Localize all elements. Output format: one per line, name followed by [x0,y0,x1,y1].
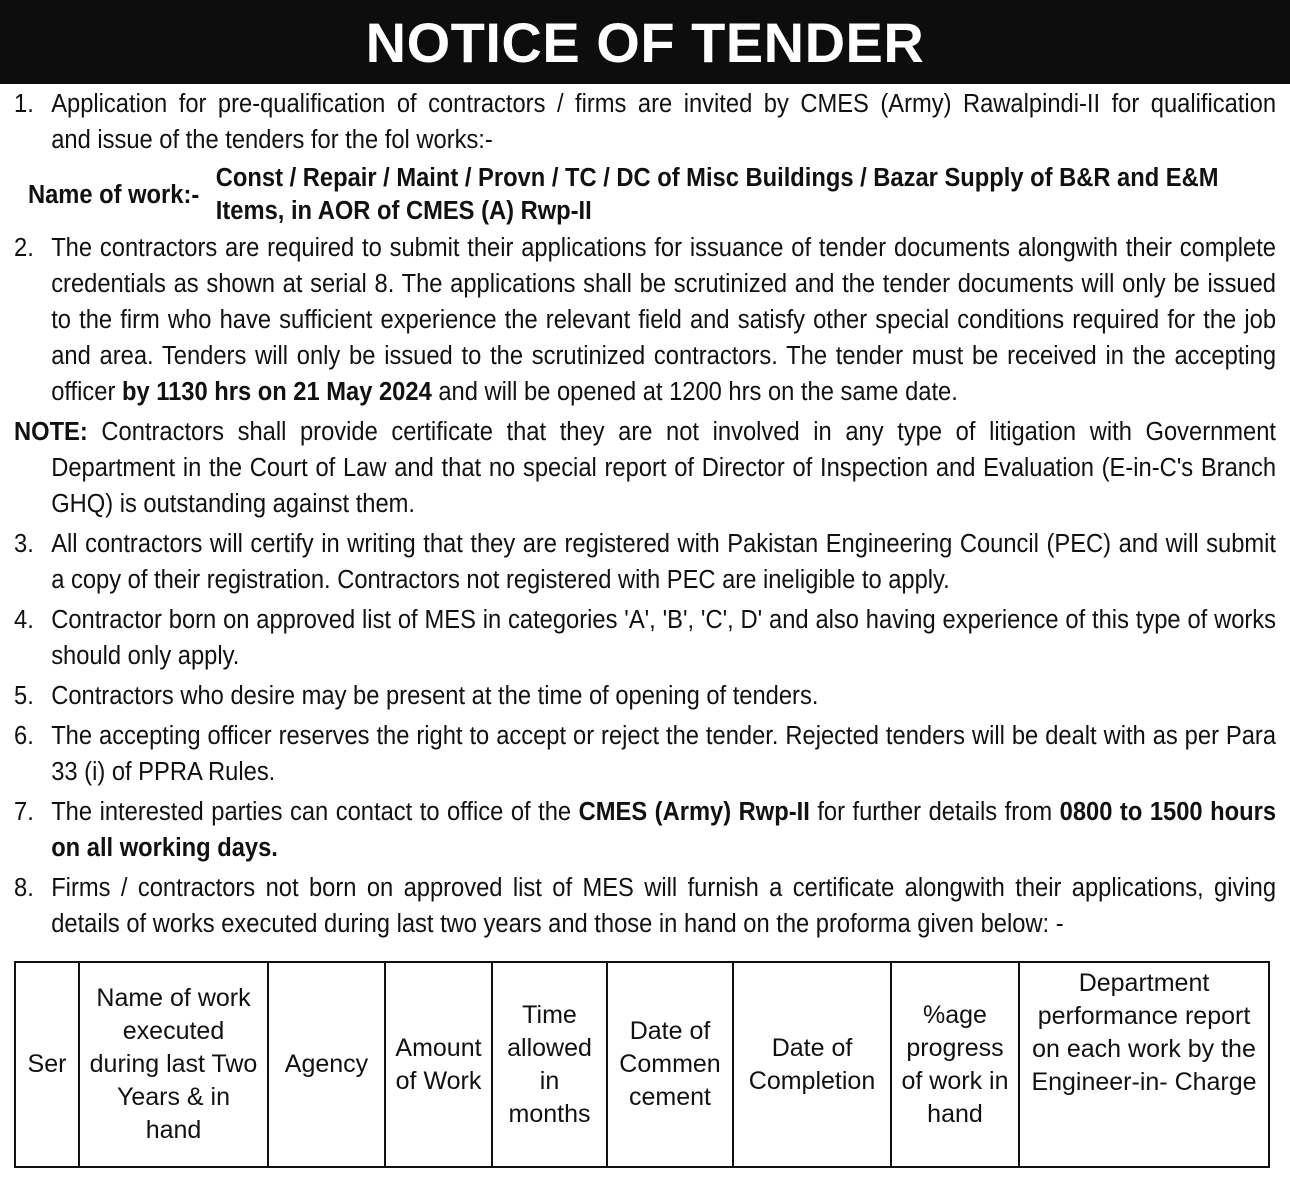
clause-6-text: The accepting officer reserves the right to accept or reject the tender. Rejected tenders will be dealt with as per Para 33 (i) of PPRA Rules. [51,722,1277,786]
proforma-table [14,961,1270,1168]
table-header-amount-label: Amount of Work [395,1033,482,1095]
clause-1-line-2: and issue of the tenders for the fol works:- [51,126,493,154]
clause-8-text: Firms / contractors not born on approved list of MES will furnish a certificate alongwith their applications, giving details of works executed during last two years and those in hand on the proforma given below: - [51,874,1277,938]
table-header-progress [892,963,1020,1166]
header-banner [0,0,1290,84]
clause-4-text: Contractor born on approved list of MES in categories 'A', 'B', 'C', D' and also having experience of this type of works should only apply. [51,606,1277,670]
table-header-date-commencement-label: Date of Commen cement [619,1017,721,1111]
note-label: NOTE: [14,418,88,446]
table-header-name-of-work-label: Name of work executed during last Two Years & in hand [89,984,258,1144]
name-of-work-value [216,162,1276,228]
table-header-department-report [1020,963,1268,1166]
table-header-name-of-work [80,963,269,1166]
clause-2 [14,230,1276,410]
office-hours: 0800 to 1500 hours on all working days. [51,798,1277,862]
clause-2-text: The contractors are required to submit their applications for issuance of tender documents alongwith their complete credentials as shown at serial 8. The applications shall be scrutinized and the tender documents will only be issued to the firm who have sufficient experience the relevant field and satisfy other special conditions required for the job and area. Tenders will only be issued to the scrutinized contractors. The tender must be received in the accepting officer [51,234,1277,406]
table-header-amount [386,963,493,1166]
note-text: Department in the Court of Law and that no special report of Director of Inspection and Evaluation (E-in-C's Branch GHQ) is outstanding against them. [51,454,1277,518]
table-header-time-allowed-label: Time allowed in months [507,1000,592,1128]
clause-5-text: Contractors who desire may be present at the time of opening of tenders. [51,682,819,710]
clause-4 [14,602,1276,674]
clause-number: 4. [14,606,34,634]
note-line-1: Contractors shall provide certificate that they are not involved in any type of litigation with Government [87,418,1277,446]
clause-6 [14,718,1276,790]
clause-number: 7. [14,798,34,826]
clause-number: 8. [14,874,34,902]
name-of-work-line-2: Items, in AOR of CMES (A) Rwp-II [215,197,592,225]
table-header-ser [16,963,80,1166]
clause-1-line-1: Application for pre-qualification of contractors / firms are invited by CMES (Army) Rawalpindi-II for qualification [51,90,1277,118]
clause-8 [14,870,1276,942]
notice-body [14,86,1277,942]
clause-7 [14,794,1276,866]
clause-2-text-end: and will be opened at 1200 hrs on the same date. [431,378,958,406]
table-header-date-commencement [608,963,734,1166]
page-title: NOTICE OF TENDER [365,11,925,74]
table-header-department-report-label: Department performance report on each work by the Engineer-in- Charge [1031,969,1257,1096]
name-of-work-row [14,162,1276,228]
clause-3-text: All contractors will certify in writing that they are registered with Pakistan Engineering Council (PEC) and will submit a copy of their registration. Contractors not registered with PEC are ineligible to apply. [51,530,1277,594]
clause-7-text: The interested parties can contact to office of the [51,798,579,826]
tender-deadline: by 1130 hrs on 21 May 2024 [121,378,432,406]
clause-number: 5. [14,682,34,710]
clause-5 [14,678,1276,714]
table-header-time-allowed [493,963,608,1166]
office-name: CMES (Army) Rwp-II [578,798,810,826]
clause-number: 6. [14,722,34,750]
clause-number: 1. [14,90,34,118]
clause-1 [14,86,1276,158]
table-header-ser-label: Ser [27,1050,67,1078]
clause-3 [14,526,1276,598]
name-of-work-line-1: Const / Repair / Maint / Provn / TC / DC of Misc Buildings / Bazar Supply of B&R and E&M [215,164,1219,192]
clause-7-text-mid: for further details from [809,798,1060,826]
table-header-agency-label: Agency [284,1050,369,1078]
clause-number: 3. [14,530,34,558]
name-of-work-label: Name of work:- [27,181,200,209]
table-header-agency [269,963,386,1166]
table-header-progress-label: %age progress of work in hand [901,1000,1009,1128]
table-header-date-completion-label: Date of Completion [748,1033,876,1095]
clause-number: 2. [14,234,34,262]
table-header-date-completion [734,963,892,1166]
note-block [14,414,1276,522]
